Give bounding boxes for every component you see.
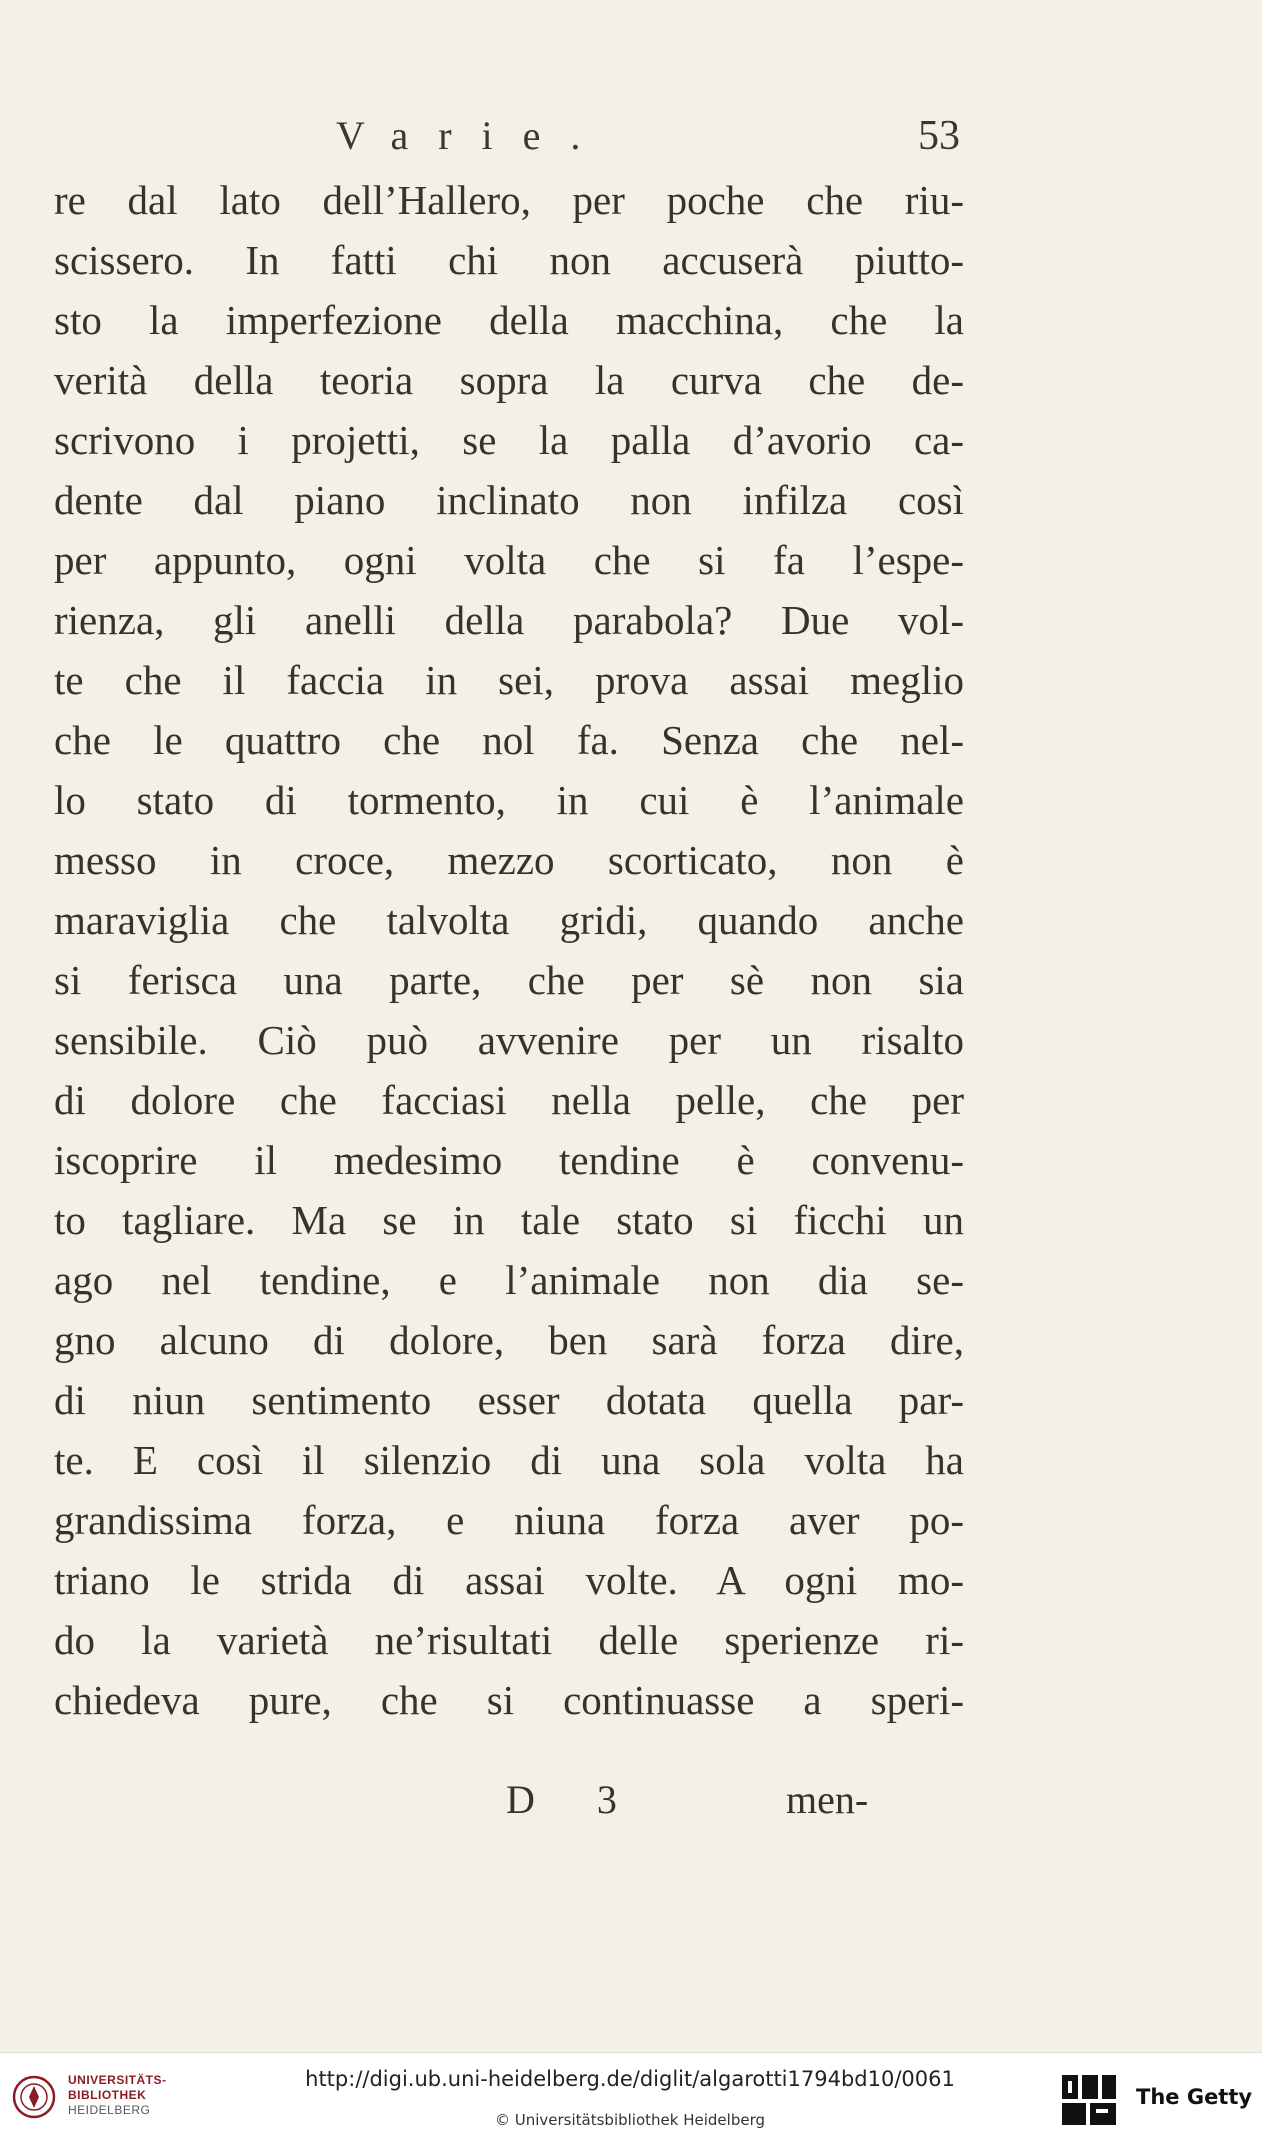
running-head-title: Varie. [336, 113, 611, 158]
text-line: sensibile. Ciò può avvenire per un risalto [54, 1017, 964, 1063]
text-line: si ferisca una parte, che per sè non sia [54, 957, 964, 1003]
text-line: dente dal piano inclinato non infilza così [54, 477, 964, 523]
text-line: ago nel tendine, e l’animale non dia se- [54, 1257, 964, 1303]
university-name-line: BIBLIOTHEK [68, 2088, 147, 2102]
copyright-notice: © Universitätsbibliothek Heidelberg [494, 2111, 765, 2129]
text-line: te che il faccia in sei, prova assai meglio [54, 657, 964, 703]
text-line: di niun sentimento esser dotata quella par- [54, 1377, 964, 1423]
university-name-line: UNIVERSITÄTS- [68, 2073, 167, 2087]
text-line: gno alcuno di dolore, ben sarà forza dire, [54, 1317, 964, 1363]
text-line: te. E così il silenzio di una sola volta ha [54, 1437, 964, 1483]
catchword: men- [786, 1777, 869, 1822]
university-name[interactable] [68, 2073, 218, 2118]
text-line: triano le strida di assai volte. A ogni mo- [54, 1557, 964, 1603]
text-line: maraviglia che talvolta gridi, quando anche [54, 897, 964, 943]
getty-logo-icon[interactable] [1060, 2073, 1118, 2127]
page-footer-marks [0, 1776, 1262, 1836]
text-line: messo in croce, mezzo scorticato, non è [54, 837, 964, 883]
permalink-url[interactable]: http://digi.ub.uni-heidelberg.de/diglit/algarotti1794bd10/0061 [305, 2067, 955, 2091]
text-line: iscoprire il medesimo tendine è convenu- [54, 1137, 964, 1183]
running-head [0, 112, 1262, 172]
text-line: di dolore che facciasi nella pelle, che per [54, 1077, 964, 1123]
partner-name[interactable]: The Getty [1136, 2085, 1253, 2109]
text-line: lo stato di tormento, in cui è l’animale [54, 777, 964, 823]
text-line: re dal lato dell’Hallero, per poche che riu- [54, 177, 964, 223]
university-name-line: HEIDELBERG [68, 2103, 151, 2117]
text-line: scissero. In fatti chi non accuserà piutto- [54, 237, 964, 283]
university-seal-icon[interactable] [12, 2075, 56, 2119]
text-line: to tagliare. Ma se in tale stato si ficchi un [54, 1197, 964, 1243]
signature-mark: D 3 [506, 1777, 643, 1822]
text-line: do la varietà ne’risultati delle sperienze ri- [54, 1617, 964, 1663]
viewer-footer [0, 2052, 1262, 2145]
text-line: sto la imperfezione della macchina, che la [54, 297, 964, 343]
text-line: chiedeva pure, che si continuasse a speri- [54, 1677, 964, 1723]
text-line: rienza, gli anelli della parabola? Due vol- [54, 597, 964, 643]
text-line: scrivono i projetti, se la palla d’avorio ca- [54, 417, 964, 463]
text-line: verità della teoria sopra la curva che de- [54, 357, 964, 403]
text-line: che le quattro che nol fa. Senza che nel- [54, 717, 964, 763]
body-text [54, 170, 964, 1730]
text-line: per appunto, ogni volta che si fa l’espe- [54, 537, 964, 583]
page-number: 53 [918, 113, 960, 159]
text-line: grandissima forza, e niuna forza aver po- [54, 1497, 964, 1543]
